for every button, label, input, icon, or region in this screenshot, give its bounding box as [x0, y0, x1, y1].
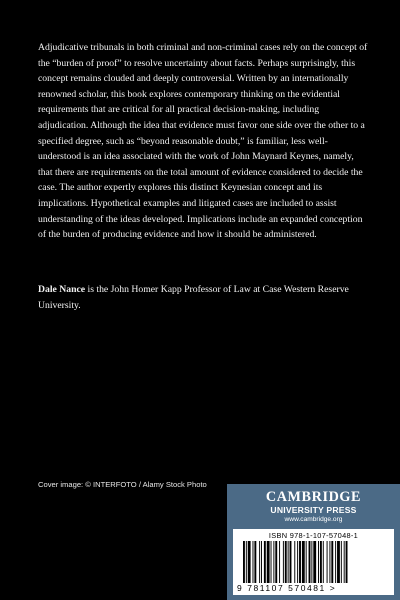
publisher-panel — [227, 484, 400, 600]
author-bio — [38, 282, 368, 313]
isbn-text: ISBN 978-1-107-57048-1 — [268, 531, 359, 540]
cover-image-credit: Cover image: © INTERFOTO / Alamy Stock Photo — [38, 480, 207, 489]
publisher-name: CAMBRIDGE — [265, 489, 362, 505]
author-bio-text: is the John Homer Kapp Professor of Law at Case Western Reserve University. — [38, 284, 349, 311]
barcode-digits: 9 781107 570481 > — [237, 583, 337, 593]
author-name: Dale Nance — [38, 284, 86, 295]
publisher-subtitle: UNIVERSITY PRESS — [270, 505, 357, 515]
barcode-icon — [243, 541, 386, 583]
book-description: Adjudicative tribunals in both criminal and non-criminal cases rely on the concept of the “burden of proof” to resolve uncertainty about facts. Perhaps surprisingly, this concept remains clouded and deeply controversial. Written by an internationally renowned scholar, this book explores contemporary thinking on the evidential requirements that are critical for all practical decision-making, including adjudication. Although the idea that evidence must favor one side over the other to a specified degree, such as “beyond reasonable doubt,” is familiar, less well-understood is an idea associated with the work of John Maynard Keynes, namely, that there are requirements on the total amount of evidence considered to decide the case. The author expertly explores this distinct Keynesian concept and its implications. Hypothetical examples and litigated cases are included to assist understanding of the ideas developed. Implications include an expanded conception of the burden of producing evidence and how it should be administered. — [38, 42, 368, 241]
barcode-label — [233, 529, 394, 595]
publisher-url: www.cambridge.org — [284, 516, 343, 523]
